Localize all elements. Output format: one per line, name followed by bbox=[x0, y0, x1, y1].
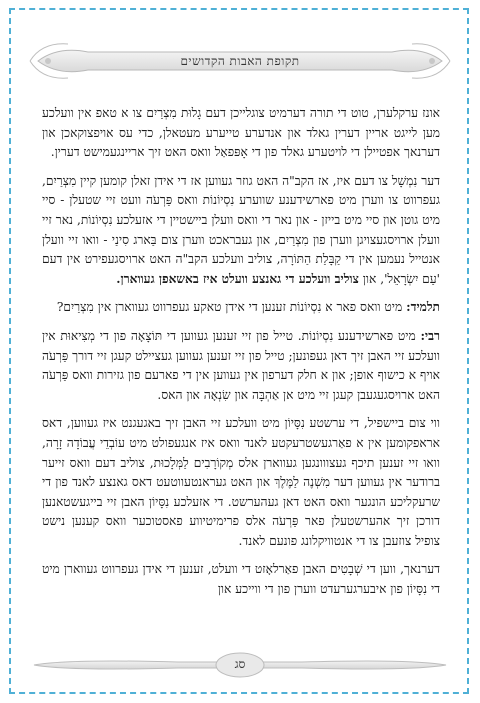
dialogue-question: תלמיד: מיט וואס פאר א נִסְיוֹנוֹת זענען די אידן טאקע געפרווט געווארן אין מִצְרַיִם? bbox=[56, 300, 440, 315]
paragraph: ווי צום ביישפיל, די ערשטע נִסָּיוֹן מיט וועלכע זיי האבן זיך באגעגנט איז געווען, דאס אראפקומען אין א פאַרגעשטרעקטע לאנד וואס איז אנגעפולט מיט עוֹבְדֵי עֲבוֹדָה זָרָה, וואו זיי זענען תיכף געצווונגען געווארן אלס מְקוֹרָבִים לַמְּלָכוּת, צוליב דעם וואס זייער ברודער אין געווען דער מִשְׁנֶה לַמֶּלֶךְ און האט געראנטעווטעט דאס גאנצע לאנד פון די שרעקליכע הונגער וואס האט דאן געהערשט. די אזעלכע נִסָּיוֹן האבן זיי בייגעשטאנען דורכן זיך אהערשטעלן פאר פַּרְעֹה אלס פרימיטיווע פאסטוכער וואס קענען נישט צופיל צוזעבן צו די אנטוויקלונג פונעם לאנד. bbox=[42, 416, 440, 548]
speaker-label: תלמיד: bbox=[406, 300, 440, 315]
paragraph: דערנאך, ווען די שְׁבָטִים האבן פאַרלאָזט די וועלט, זענען די אידן געפרווט געווארן מיט די נִסָּיוֹן פון איבערגערעדט ווערן פון די ווייכע און bbox=[42, 562, 440, 597]
page-header bbox=[28, 38, 452, 84]
running-header-title: תקופת האבות הקדושים bbox=[180, 54, 300, 68]
bold-phrase: צוליב וועלכע די גאנצע וועלט איז באשאפן געווארן. bbox=[116, 271, 359, 286]
main-text bbox=[42, 104, 440, 640]
dialogue-answer: רבי: מיט פארשידענע נִסְיוֹנוֹת. טייל פון זיי זענען געווען די תּוֹצָאָה פון די מְצִיאוּת אין וועלכע זיי האבן זיך דאן געפונען; טייל פון זיי זענען געווען געציילט קעגן זיי דורך פַּרְעֹה אויף א כישוף אופן; און א חלק דערפון אין געווען אין די פארעם פון גזירות וואס פַּרְעֹה האט ארויסגעגעבן קעגן זיי מיט אן אַהְבָּה און שִׂנְאָה און האס. bbox=[42, 328, 440, 402]
speaker-label: רבי: bbox=[420, 328, 440, 343]
page-footer bbox=[28, 650, 452, 680]
page-number: סג bbox=[234, 657, 246, 671]
paragraph: דער נִמְשָׁל צו דעם איז, אז הקב"ה האט גוזר געווען אז די אידן זאלן קומען קיין מִצְרַיִם, געפרווט צו ווערן מיט פארשידענע שווערע נִסְיוֹנוֹת וואס פַּרְעֹה וועט זיי שטעלן - סיי מיט גוטן און סיי מיט בייזן - און נאר די וואס וועלן ביישטיין די אזעלכע נִסְיוֹנוֹת, נאר זיי וועלן ארויסגעצויגן ווערן פון מִצְרַיִם, און געבראכט ווערן צום בַּארג סִינַי - וואו זיי וועלן אנטייל נעמען אין די קַבָּלַת הַתּוֹרָה, צוליב וועלכע הקב"ה האט ארויסגעפירט אין דעם 'עַם יִשְׂרָאֵל', און צוליב וועלכע די גאנצע וועלט איז באשאפן געווארן. bbox=[42, 173, 440, 286]
paragraph: אונז ערקלערן, טוט די תורה דערמיט צוגלייכן דעם גָלוּת מִצְרַיִם צו א טאפ אין וועלכע מען לייגט אריין דערין גאלד און אנדערע טייערע מעטאלן, כדי עס אויפצוקאכן און דערנאך אפטיילן די לויטערע גאלד פון די אָפּפאַל וואס האט זיך אריינגעמישט דערין. bbox=[42, 106, 440, 160]
